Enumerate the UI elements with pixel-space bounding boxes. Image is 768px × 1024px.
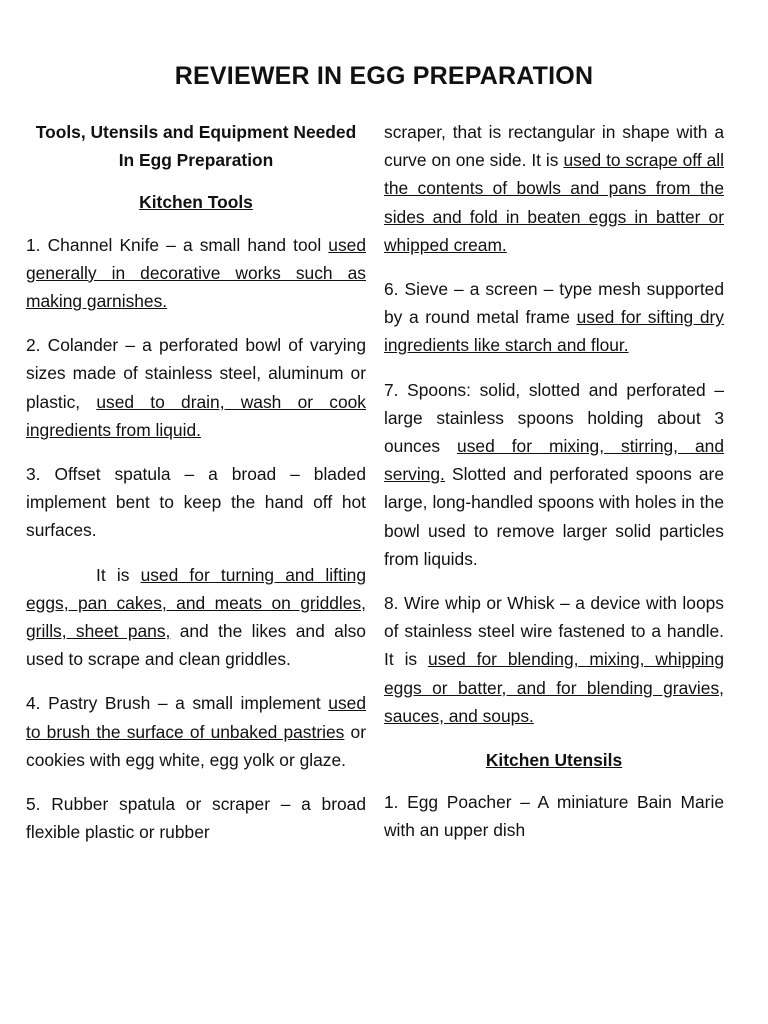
item-text: 1. Channel Knife – a small hand tool (26, 234, 329, 255)
item-underlined-text: used for turning and lifting eggs, pan cakes, and meats on griddles, grills, sheet pans, (26, 564, 367, 642)
list-item (384, 589, 724, 730)
list-item (26, 331, 366, 444)
item-underlined-text: used to scrape off all the contents of bowls and pans from the sides and fold in beaten eggs in batter or whipped cream. (384, 150, 724, 255)
page-title: REVIEWER IN EGG PREPARATION (174, 62, 594, 90)
list-item (384, 275, 724, 360)
list-item: 3. Offset spatula – a broad – bladed implement bent to keep the hand off hot surfaces. (26, 464, 366, 541)
item-underlined-text: used generally in decorative works such as making garnishes. (26, 234, 366, 312)
kitchen-utensils-heading-text: Kitchen Utensils (485, 750, 623, 771)
item-text: and the likes and also used to scrape and clean griddles. (26, 621, 366, 670)
list-item (384, 376, 724, 573)
item-underlined-text: used to brush the surface of unbaked pastries (26, 693, 366, 742)
kitchen-tools-heading: Kitchen Tools (139, 192, 253, 213)
list-item (26, 561, 366, 674)
item-text: 2. Colander – a perforated bowl of varying sizes made of stainless steel, aluminum or plastic, (26, 335, 366, 412)
section-heading: Tools, Utensils and Equipment Needed In Egg Preparation (35, 122, 357, 171)
item-underlined-text: used for mixing, stirring, and serving. (384, 436, 724, 485)
list-item: 1. Egg Poacher – A miniature Bain Marie with an upper dish (384, 792, 724, 841)
item-underlined-text: used to drain, wash or cook ingredients from liquid. (26, 391, 366, 440)
right-column (384, 118, 724, 861)
left-column (26, 118, 366, 862)
item-text: 7. Spoons: solid, slotted and perforated – large stainless spoons holding about 3 ounces (384, 379, 724, 457)
item-text: Slotted and perforated spoons are large, long-handled spoons with holes in the bowl used to remove larger solid particles from liquids. (384, 464, 724, 569)
item-text: It is (96, 564, 141, 585)
item-text: 4. Pastry Brush – a small implement (26, 693, 329, 714)
kitchen-utensils-heading (384, 746, 724, 774)
item-text: 6. Sieve – a screen – type mesh supported by a round metal frame (384, 279, 724, 328)
list-item (384, 118, 724, 259)
item-text: or cookies with egg white, egg yolk or glaze. (26, 721, 366, 770)
item-underlined-text: used for sifting dry ingredients like starch and flour. (384, 307, 724, 356)
list-item: 5. Rubber spatula or scraper – a broad flexible plastic or rubber (26, 794, 366, 843)
item-text: scraper, that is rectangular in shape with a curve on one side. It is (384, 122, 724, 171)
item-underlined-text: used for blending, mixing, whipping eggs or batter, and for blending gravies, sauces, and soups. (384, 649, 725, 726)
list-item (26, 689, 366, 774)
item-text: 8. Wire whip or Whisk – a device with loops of stainless steel wire fastened to a handle. It is (384, 593, 724, 670)
list-item (26, 231, 366, 316)
